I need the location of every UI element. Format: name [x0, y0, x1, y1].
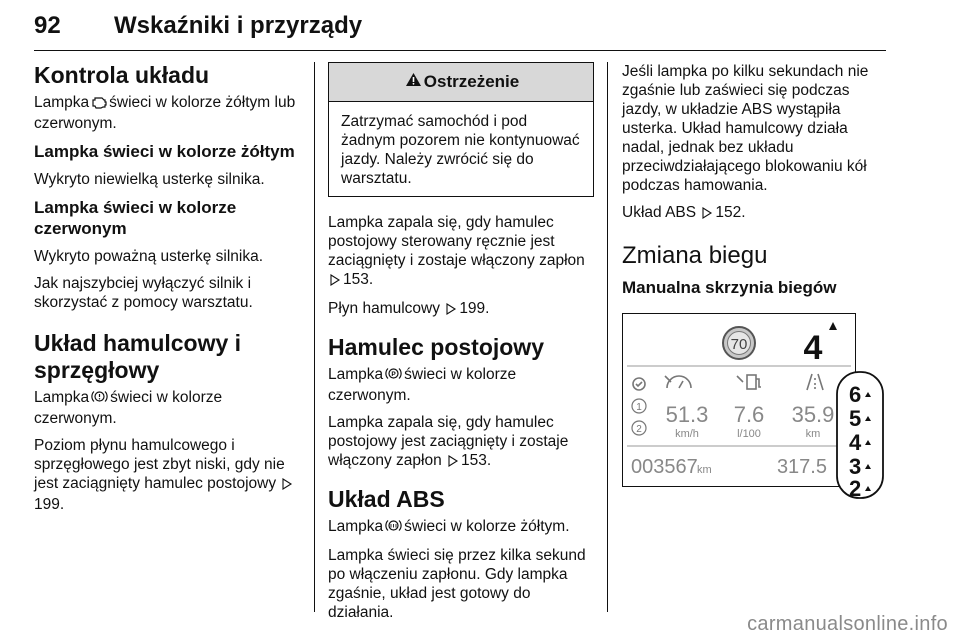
warning-text: Zatrzymać samochód i pod żadnym pozorem nie kontynuować jazdy. Należy zwrócić się do warsztatu.	[341, 113, 580, 187]
paragraph: Jeśli lampka po kilku sekundach nie zgaśnie lub zaświeci się podczas jazdy, w układzie ABS wystąpiła usterka. Układ hamulcowy działa nadal, jednak bez układu przeciwdziałającego blokowaniu kół podczas hamowania.	[622, 63, 869, 194]
page-ref-arrow-icon	[448, 453, 459, 472]
gear-indicator-callout	[835, 370, 885, 500]
warning-triangle-icon	[405, 72, 422, 92]
fuel-icon	[737, 375, 761, 389]
warning-title: Ostrzeżenie	[423, 72, 520, 91]
chapter-title: Wskaźniki i przyrządy	[114, 12, 363, 39]
abs-icon	[385, 518, 402, 538]
sub-heading: Manualna skrzynia biegów	[622, 278, 837, 297]
gear-option: 3	[849, 454, 862, 479]
range-value: 35.9	[791, 402, 835, 427]
paragraph: Lampka świeci się przez kilka sekund po włączeniu zapłonu. Gdy lampka zgaśnie, układ jest gotowy do działania.	[328, 547, 586, 621]
page-ref-arrow-icon	[702, 205, 713, 224]
page-number: 92	[34, 12, 61, 39]
trip-value: 317.5	[776, 456, 827, 478]
fuel-consumption-value: 7.6	[733, 402, 765, 427]
paragraph: Lampka zapala się, gdy hamulec postojowy sterowany ręcznie jest zaciągnięty i zostaje włączony zapłon 153.	[328, 213, 594, 291]
gear-option: 6	[849, 382, 862, 407]
odometer-unit: km	[697, 464, 712, 476]
section-heading: Hamulec postojowy	[328, 334, 544, 360]
column-divider	[607, 62, 608, 612]
gear-option: 2	[849, 476, 862, 500]
average-speed-unit: km/h	[675, 428, 699, 440]
brake-warning-icon	[91, 389, 108, 409]
column-2	[328, 62, 594, 630]
trip-1-label: 1	[636, 402, 642, 413]
paragraph: Lampka świeci w kolorze żółtym.	[328, 517, 594, 538]
paragraph: Płyn hamulcowy 199.	[328, 299, 594, 320]
section-heading: Układ hamulcowy i sprzęgłowy	[34, 330, 242, 383]
column-divider	[314, 62, 315, 612]
gear-option: 4	[849, 430, 862, 455]
sub-heading: Lampka świeci w kolorze żółtym	[34, 142, 295, 161]
trip-computer-icon	[633, 378, 645, 390]
gear-option: 5	[849, 406, 862, 431]
instrument-display	[622, 313, 856, 487]
parking-brake-icon	[385, 366, 402, 386]
column-3	[622, 62, 892, 306]
svg-text:P: P	[391, 371, 396, 378]
road-icon	[807, 374, 823, 390]
paragraph: Lampka świeci w kolorze czerwonym.	[34, 389, 223, 427]
column-1	[34, 62, 302, 522]
engine-warning-icon	[91, 95, 107, 114]
warning-box	[328, 62, 594, 197]
speed-limit-sign: 70	[730, 336, 748, 353]
paragraph: Jak najszybciej wyłączyć silnik i skorzystać z pomocy warsztatu.	[34, 275, 253, 311]
paragraph: Lampka zapala się, gdy hamulec postojowy jest zaciągnięty i zostaje włączony zapłon 153.	[328, 413, 594, 472]
paragraph: Wykryto niewielką usterkę silnika.	[34, 171, 265, 188]
trip-2-label: 2	[636, 424, 642, 435]
shift-up-arrow-icon	[829, 322, 837, 330]
section-heading: Zmiana biegu	[622, 242, 768, 269]
warning-header	[329, 63, 593, 102]
paragraph: Układ ABS 152.	[622, 203, 892, 224]
page-ref-arrow-icon	[330, 272, 341, 291]
average-speed-value: 51.3	[665, 402, 709, 427]
paragraph: Poziom płynu hamulcowego i sprzęgłowego jest zbyt niski, gdy nie jest zaciągnięty hamulec postojowy 199.	[34, 436, 302, 514]
current-gear: 4	[803, 329, 823, 367]
paragraph: Wykryto poważną usterkę silnika.	[34, 248, 264, 265]
section-heading: Układ ABS	[328, 486, 445, 512]
fuel-consumption-unit: l/100	[737, 428, 761, 440]
watermark: carmanualsonline.info	[747, 613, 948, 635]
paragraph: Lampka P świeci w kolorze czerwonym.	[328, 366, 517, 404]
page-ref-arrow-icon	[282, 476, 293, 495]
section-heading: Kontrola układu	[34, 62, 210, 88]
paragraph: Lampka świeci w kolorze żółtym lub czerwonym.	[34, 94, 296, 132]
odometer-value: 003567	[631, 456, 698, 478]
sub-heading: Lampka świeci w kolorze czerwonym	[34, 198, 237, 238]
page-header	[34, 6, 886, 51]
page-ref-arrow-icon	[446, 301, 457, 320]
range-unit: km	[805, 428, 821, 440]
gauge-icon	[665, 376, 691, 388]
